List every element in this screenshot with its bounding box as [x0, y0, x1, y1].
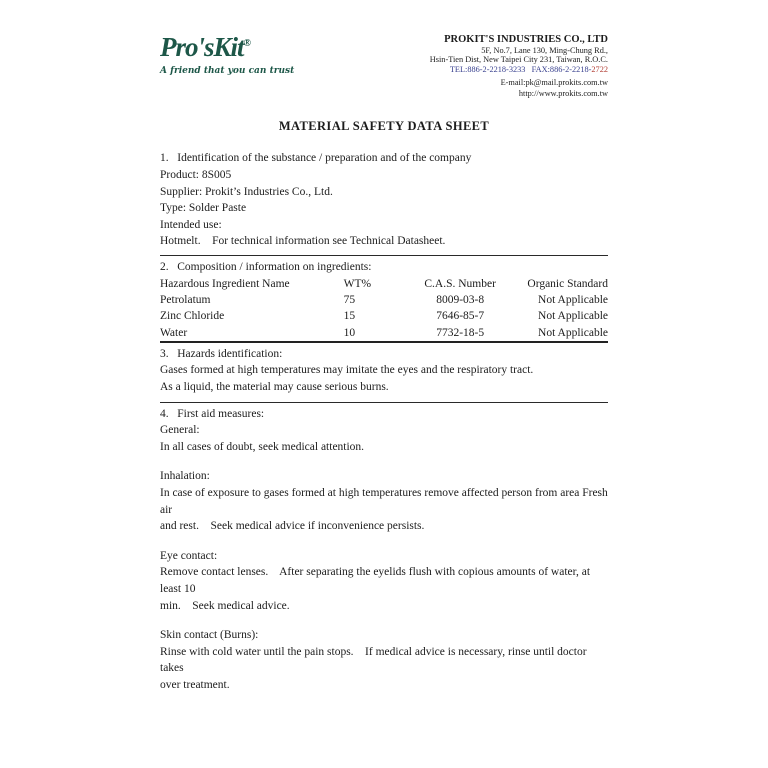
body-line: Rinse with cold water until the pain stops. If medical advice is necessary, rinse until doctor takes [160, 645, 590, 675]
block-label: Inhalation: [160, 470, 210, 483]
section-hazards [160, 343, 608, 396]
document-title: MATERIAL SAFETY DATA SHEET [278, 119, 490, 134]
type-line: Type: Solder Paste [160, 202, 247, 215]
body-line: As a liquid, the material may cause serious burns. [160, 381, 389, 394]
section-first-aid [160, 403, 611, 694]
supplier-line: Supplier: Prokit’s Industries Co., Ltd. [160, 185, 333, 198]
organic-cell: Not Applicable [538, 326, 608, 339]
cas-cell: 7732-18-5 [436, 326, 485, 339]
tel-fax-line [430, 65, 608, 74]
col-header-wt: WT% [343, 277, 372, 290]
section-2-heading: 2. Composition / information on ingredients: [160, 261, 372, 274]
section-1-heading: 1. Identification of the substance / preparation and of the company [160, 152, 472, 165]
registered-trademark-icon: ® [243, 38, 252, 49]
tel-fax-text: TEL:886-2-2218-3233 FAX:886-2-2218- [449, 64, 592, 74]
address-line-1: 5F, No.7, Lane 130, Ming-Chung Rd., [481, 46, 608, 55]
ingredient-name-cell: Petrolatum [160, 293, 211, 306]
letterhead [160, 0, 608, 98]
company-name: PROKIT'S INDUSTRIES CO., LTD [444, 34, 608, 45]
wt-cell: 10 [343, 326, 356, 339]
address-line-2: Hsin-Tien Dist, New Taipei City 231, Taiwan, R.O.C. [429, 55, 608, 65]
section-4-heading: 4. First aid measures: [160, 407, 265, 420]
table-row [160, 292, 608, 308]
table-row [160, 308, 608, 324]
body-line: and rest. Seek medical advice if inconvenience persists. [160, 520, 425, 533]
hotmelt-line: Hotmelt. For technical information see Technical Datasheet. [160, 235, 446, 248]
ingredient-name-cell: Zinc Chloride [160, 310, 225, 323]
fax-tail-text: 2722 [591, 64, 608, 74]
block-label: General: [160, 424, 200, 437]
logo-wordmark-text: Pro'sKit [160, 32, 244, 62]
col-header-ingredient: Hazardous Ingredient Name [160, 277, 290, 290]
body-line: over treatment. [160, 678, 230, 691]
email-line: E-mail:pk@mail.prokits.com.tw [500, 78, 608, 88]
section-3-heading: 3. Hazards identification: [160, 347, 283, 360]
body-line: min. Seek medical advice. [160, 599, 290, 612]
cas-cell: 7646-85-7 [436, 310, 485, 323]
first-aid-general [160, 422, 608, 455]
col-header-organic: Organic Standard [527, 277, 608, 290]
body-line: Gases formed at high temperatures may imitate the eyes and the respiratory tract. [160, 364, 534, 377]
table-row [160, 325, 608, 341]
company-logo [160, 30, 295, 77]
body-line: In case of exposure to gases formed at high temperatures remove affected person from area Fresh air [160, 486, 611, 516]
product-line: Product: 8S005 [160, 169, 232, 182]
body-line: In all cases of doubt, seek medical attention. [160, 440, 365, 453]
block-label: Skin contact (Burns): [160, 629, 259, 642]
logo-wordmark [160, 30, 290, 61]
organic-cell: Not Applicable [538, 293, 608, 306]
section-identification [160, 150, 608, 250]
website-line: http://www.prokits.com.tw [518, 89, 608, 99]
col-header-cas: C.A.S. Number [424, 277, 496, 290]
table-header-row [160, 276, 608, 292]
logo-tagline: A friend that you can trust [160, 66, 295, 76]
wt-cell: 15 [343, 310, 356, 323]
wt-cell: 75 [343, 293, 356, 306]
first-aid-inhalation [160, 468, 611, 534]
cas-cell: 8009-03-8 [436, 293, 485, 306]
first-aid-skin-contact [160, 627, 608, 693]
ingredients-table [160, 276, 608, 341]
ingredient-name-cell: Water [160, 326, 188, 339]
first-aid-eye-contact [160, 548, 608, 614]
body-line: Remove contact lenses. After separating the eyelids flush with copious amounts of water, at least 10 [160, 566, 593, 595]
block-label: Eye contact: [160, 549, 218, 562]
section-composition [160, 256, 608, 341]
intended-use-line: Intended use: [160, 218, 222, 231]
organic-cell: Not Applicable [538, 310, 608, 323]
company-address-block [430, 30, 608, 98]
